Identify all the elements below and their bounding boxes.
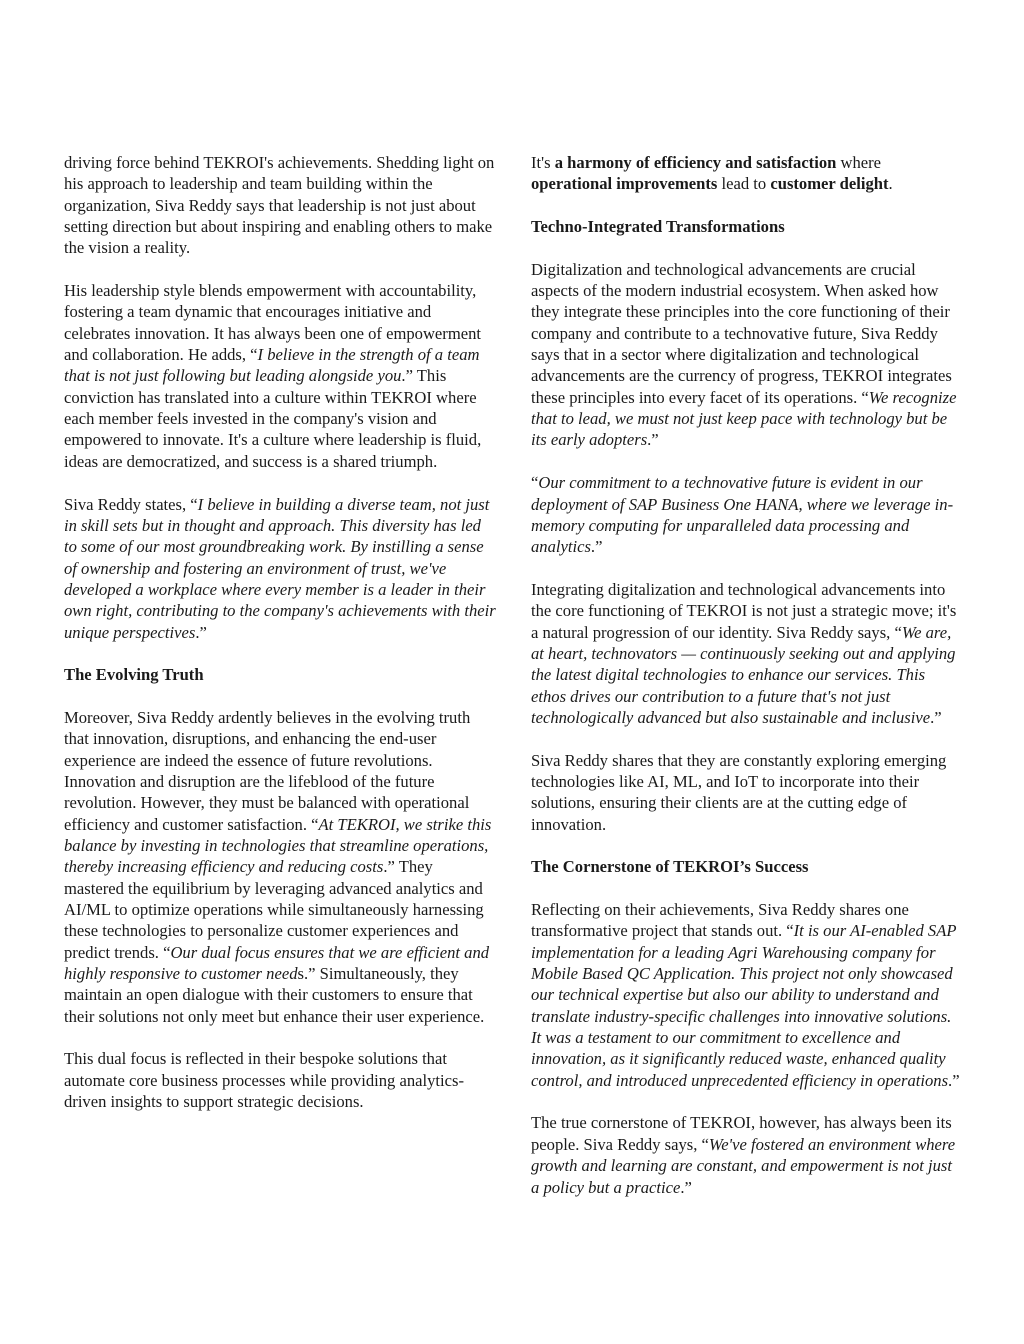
paragraph — [531, 152, 963, 195]
paragraph-text: Siva Reddy shares that they are constantly exploring emerging technologies like AI, ML, and IoT to incorporate into their solutions, ensuring their clients are at the cutting edge of innovation. — [531, 750, 947, 834]
paragraph-text: Reflecting on their achievements, Siva Reddy shares one transformative project that stands out. “ — [531, 900, 909, 941]
paragraph-text: Siva Reddy states, “ — [64, 494, 198, 514]
paragraph-text: lead to — [717, 174, 771, 194]
paragraph-text: Moreover, Siva Reddy ardently believes in the evolving truth that innovation, disruptions, and enhancing the end-user experience are indeed the essence of future revolutions. Innovation and disruption are the lifeblood of the future revolution. However, they must be balanced with operational efficiency and customer satisfaction. “ — [64, 707, 471, 834]
paragraph-text: .” — [590, 537, 603, 557]
paragraph-text: The true cornerstone of TEKROI, however, has always been its people. Siva Reddy says, “ — [531, 1113, 952, 1154]
paragraph-text: His leadership style blends empowerment with accountability, fostering a team dynamic that encourages initiative and celebrates innovation. It has always been one of empowerment and collaboration. He adds, “ — [64, 281, 481, 365]
paragraph-text: .” They mastered the equilibrium by leveraging advanced analytics and AI/ML to optimize operations while simultaneously harnessing these technologies to personalize customer experiences and predict trends. “ — [64, 857, 484, 962]
paragraph-text: .” — [647, 430, 659, 450]
paragraph-text: where — [836, 153, 882, 172]
quote-text: We are, at heart, technovators — continuously seeking out and applying the latest digital technologies to enhance our services. This ethos drives our contribution to a future that's not just technologically advanced but also sustainable and inclusive — [531, 622, 956, 727]
paragraph-text: It's — [531, 153, 555, 172]
quote-text: I believe in building a diverse team, not just in skill sets but in thought and approach. This diversity has led to some of our most groundbreaking work. By instilling a sense of ownership and fostering an environment of trust, we've developed a workplace where every member is a leader in their own right, contributing to the company's achievements with their unique perspectives — [64, 494, 496, 642]
quote-text: At TEKROI, we strike this balance by investing in technologies that streamline operations, thereby increasing efficiency and reducing costs — [64, 814, 492, 877]
paragraph — [64, 152, 496, 259]
right-column — [531, 152, 963, 1219]
quote-text: Our commitment to a technovative future is evident in our deployment of SAP Business One HANA, where we leverage in-memory computing for unparalleled data processing and analytics — [531, 473, 954, 557]
quote-text: We've fostered an environment where growth and learning are constant, and empowerment is not just a policy but a practice — [531, 1134, 956, 1197]
paragraph-text: driving force behind TEKROI's achievements. Shedding light on his approach to leadership and team building within the organization, Siva Reddy says that leadership is not just about setting direction but about inspiring and enabling others to make the vision a reality. — [64, 153, 495, 258]
paragraph-text: .” — [948, 1070, 960, 1090]
paragraph-text: .” — [680, 1177, 692, 1197]
section-heading: The Cornerstone of TEKROI’s Success — [531, 857, 809, 877]
paragraph — [531, 579, 963, 728]
left-column — [64, 152, 496, 1134]
paragraph-text: .” — [195, 622, 207, 642]
section-heading: Techno-Integrated Transformations — [531, 217, 785, 237]
quote-text: Our dual focus ensures that we are efficient and highly responsive to customer need — [64, 942, 490, 984]
paragraph-text: .” — [930, 707, 942, 727]
bold-text: a harmony of efficiency and satisfaction — [554, 153, 837, 172]
paragraph — [531, 1112, 963, 1197]
paragraph-text: s.” Simultaneously, they maintain an open dialogue with their customers to ensure that their solutions not only meet but enhance their user experience. — [64, 964, 485, 1026]
paragraph-text: .” This conviction has translated into a culture within TEKROI where each member feels invested in the company's vision and empowered to innovate. It's a culture where leadership is fluid, ideas are democratized, and success is a shared triumph. — [64, 366, 482, 471]
paragraph — [64, 707, 496, 1027]
paragraph-text: Digitalization and technological advancements are crucial aspects of the modern industrial ecosystem. When asked how they integrate these principles into the core functioning of their company and contribute to a technovative future, Siva Reddy says that in a sector where digitalization and technological advancements are the currency of progress, TEKROI integrates these principles into every facet of its operations. “ — [531, 259, 952, 407]
paragraph — [64, 280, 496, 472]
section-heading: The Evolving Truth — [64, 665, 204, 685]
quote-text: We recognize that to lead, we must not just keep pace with technology but be its early adopters — [531, 387, 957, 450]
paragraph — [531, 899, 963, 1091]
quote-text: It is our AI-enabled SAP implementation for a leading Agri Warehousing company for Mobile Based QC Application. This project not only showcased our technical expertise but also our ability to understand and translate industry-specific challenges into innovative solutions. It was a testament to our commitment to excellence and innovation, as it significantly reduced waste, enhanced quality control, and introduced unprecedented efficiency in operations — [531, 921, 957, 1090]
bold-text: operational improvements — [531, 174, 718, 194]
paragraph — [531, 472, 963, 557]
bold-text: customer delight — [770, 174, 889, 194]
paragraph — [64, 494, 496, 643]
paragraph-text: This dual focus is reflected in their bespoke solutions that automate core business processes while providing analytics-driven insights to support strategic decisions. — [64, 1049, 464, 1112]
paragraph — [64, 1048, 496, 1112]
paragraph-text: “ — [531, 473, 539, 493]
paragraph — [531, 259, 963, 451]
paragraph — [531, 750, 963, 835]
paragraph-text: Integrating digitalization and technological advancements into the core functioning of TEKROI is not just a strategic move; it's a natural progression of our identity. Siva Reddy says, “ — [531, 579, 957, 642]
quote-text: I believe in the strength of a team that is not just following but leading alongside you — [64, 345, 480, 386]
paragraph-text: . — [888, 174, 893, 194]
